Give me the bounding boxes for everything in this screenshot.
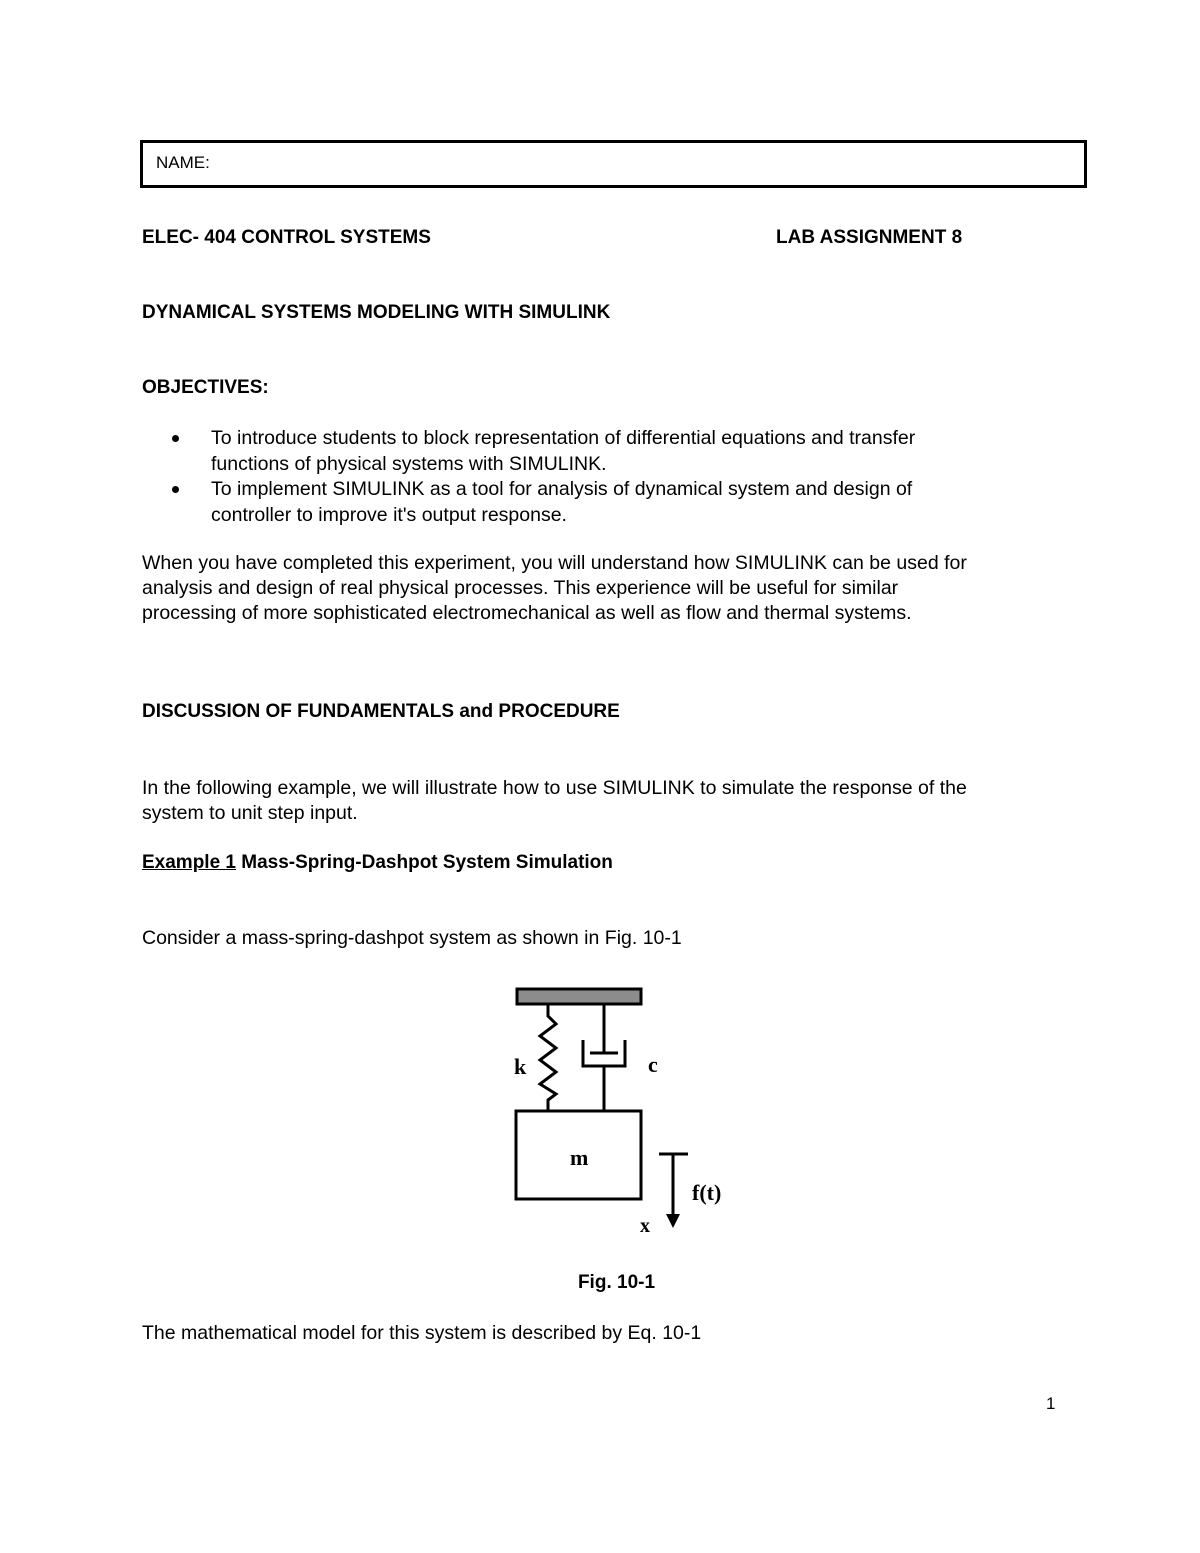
paragraph-line: processing of more sophisticated electromechanical as well as flow and thermal systems. — [142, 602, 912, 624]
example-heading — [142, 852, 613, 874]
paragraph-line: system to unit step input. — [142, 802, 358, 824]
bullet-icon — [172, 486, 179, 493]
objective-item — [172, 426, 1072, 477]
objectives-list — [172, 426, 1072, 528]
figure-caption: Fig. 10-1 — [577, 1272, 656, 1293]
document-title: DYNAMICAL SYSTEMS MODELING WITH SIMULINK — [142, 302, 611, 323]
arrow-down-icon — [666, 1214, 680, 1228]
objective-line: functions of physical systems with SIMULINK. — [211, 452, 607, 475]
page-number: 1 — [1046, 1394, 1056, 1413]
paragraph-line: analysis and design of real physical processes. This experience will be useful for similar — [142, 577, 899, 599]
intro-paragraph — [142, 551, 1082, 626]
ceiling-bar — [517, 989, 641, 1004]
objective-item — [172, 477, 1072, 528]
example-label: Example 1 — [142, 852, 236, 873]
example-intro: Consider a mass-spring-dashpot system as shown in Fig. 10-1 — [142, 927, 682, 949]
damper-label: c — [648, 1052, 658, 1077]
objective-line: To introduce students to block representation of differential equations and transfer — [211, 427, 916, 449]
example-title: Mass-Spring-Dashpot System Simulation — [236, 852, 613, 873]
model-sentence: The mathematical model for this system is described by Eq. 10-1 — [142, 1322, 702, 1344]
discussion-heading: DISCUSSION OF FUNDAMENTALS and PROCEDURE — [142, 701, 620, 722]
paragraph-line: In the following example, we will illustrate how to use SIMULINK to simulate the response of the — [142, 777, 967, 799]
force-label: f(t) — [692, 1180, 722, 1205]
bullet-icon — [172, 435, 179, 442]
name-field-box — [140, 140, 1087, 188]
objective-line: controller to improve it's output response. — [211, 503, 567, 526]
assignment-number: LAB ASSIGNMENT 8 — [776, 227, 963, 248]
objectives-heading: OBJECTIVES: — [142, 377, 269, 398]
paragraph-line: When you have completed this experiment, you will understand how SIMULINK can be used for — [142, 552, 967, 574]
discussion-paragraph — [142, 776, 1082, 826]
objective-line: To implement SIMULINK as a tool for analysis of dynamical system and design of — [211, 478, 913, 500]
name-field-label: NAME: — [156, 153, 210, 172]
spring-icon — [540, 1004, 556, 1111]
course-title: ELEC- 404 CONTROL SYSTEMS — [142, 227, 431, 248]
displacement-label: x — [640, 1215, 650, 1237]
spring-label: k — [514, 1054, 527, 1079]
mass-label: m — [570, 1145, 589, 1170]
